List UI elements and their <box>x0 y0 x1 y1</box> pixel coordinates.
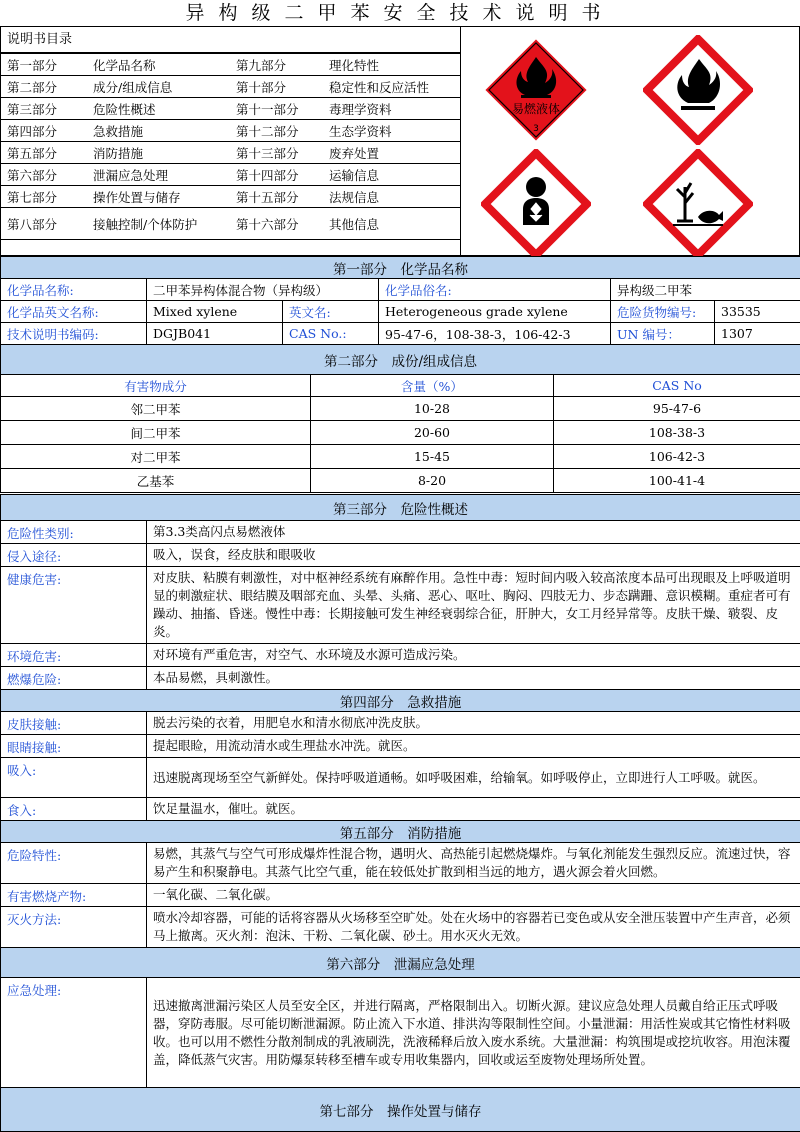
hazard-text: 对皮肤、粘膜有刺激性，对中枢神经系统有麻醉作用。急性中毒：短时间内吸入较高浓度本品可出现眼及上呼吸道明显的刺激症状、眼结膜及咽部充血、头晕、头痛、恶心、呕吐、胸闷、四肢无力、步态蹒跚、意识模糊。重症者可有躁动、抽搐、昏迷。慢性中毒：长期接触可发生神经衰弱综合征，肝肿大，女工月经异常等。皮肤干燥、皲裂、皮炎。 <box>147 567 800 644</box>
english-name-value: Mixed xylene <box>147 301 283 323</box>
hazard-row <box>1 544 800 567</box>
class-number: 3 <box>533 124 539 134</box>
toc-cell: 第十四部分 <box>230 164 323 186</box>
toc-cell: 第十三部分 <box>230 142 323 164</box>
tech-code-label: 技术说明书编码: <box>1 323 147 345</box>
composition-column-header: CAS No <box>554 375 800 397</box>
composition-cell: 8-20 <box>311 469 554 493</box>
fire-text: 一氧化碳、二氧化碳。 <box>147 884 800 907</box>
flame-ghs-icon <box>643 35 753 145</box>
composition-row <box>1 421 800 445</box>
hazard-text: 吸入，误食，经皮肤和眼吸收 <box>147 544 800 567</box>
details-table <box>0 494 800 1132</box>
dangerous-goods-value: 33535 <box>715 301 800 323</box>
toc-cell: 第八部分 <box>1 208 87 240</box>
composition-cell: 95-47-6 <box>554 397 800 421</box>
composition-column-header: 有害物成分 <box>1 375 311 397</box>
toc-cell: 第十五部分 <box>230 186 323 208</box>
english-name-label: 化学品英文名称: <box>1 301 147 323</box>
composition-cell: 15-45 <box>311 445 554 469</box>
environment-icon <box>643 149 753 259</box>
name-label: 化学品名称: <box>1 279 147 301</box>
composition-row <box>1 445 800 469</box>
toc-cell: 第十二部分 <box>230 120 323 142</box>
un-value: 1307 <box>715 323 800 345</box>
toc-cell: 废弃处置 <box>323 142 460 164</box>
toc-cell: 消防措施 <box>87 142 230 164</box>
toc-row <box>1 120 460 142</box>
part5-header: 第五部分 消防措施 <box>1 821 800 843</box>
document-title: 异构级二甲苯安全技术说明书 <box>0 0 800 26</box>
hazard-label: 危险性类别: <box>1 521 147 544</box>
fire-row <box>1 907 800 948</box>
pictogram-panel <box>460 26 800 256</box>
first-aid-row <box>1 798 800 821</box>
toc-row <box>1 76 460 98</box>
cas-label: CAS No.: <box>283 323 379 345</box>
english-label: 英文名: <box>283 301 379 323</box>
toc-cell: 第十部分 <box>230 76 323 98</box>
toc-row <box>1 164 460 186</box>
toc-cell: 运输信息 <box>323 164 460 186</box>
toc-cell: 第四部分 <box>1 120 87 142</box>
composition-cell: 乙基苯 <box>1 469 311 493</box>
toc-cell: 第二部分 <box>1 76 87 98</box>
composition-cell: 对二甲苯 <box>1 445 311 469</box>
first-aid-row <box>1 735 800 758</box>
part6-header: 第六部分 泄漏应急处理 <box>1 948 800 978</box>
hazard-row <box>1 644 800 667</box>
composition-row <box>1 469 800 493</box>
toc-cell: 第九部分 <box>230 54 323 76</box>
toc-cell: 化学品名称 <box>87 54 230 76</box>
toc-frame <box>0 26 460 256</box>
composition-cell: 间二甲苯 <box>1 421 311 445</box>
composition-table <box>0 374 800 493</box>
toc-cell: 第五部分 <box>1 142 87 164</box>
common-name-value: 异构级二甲苯 <box>611 279 800 301</box>
toc-cell: 其他信息 <box>323 208 460 240</box>
toc-cell: 理化特性 <box>323 54 460 76</box>
hazard-label: 燃爆危险: <box>1 667 147 690</box>
first-aid-label: 皮肤接触: <box>1 712 147 735</box>
hazard-row <box>1 667 800 690</box>
toc-cell: 危险性概述 <box>87 98 230 120</box>
composition-cell: 10-28 <box>311 397 554 421</box>
spill-text: 迅速撤离泄漏污染区人员至安全区，并进行隔离，严格限制出入。切断火源。建议应急处理人员戴自给正压式呼吸器，穿防毒服。尽可能切断泄漏源。防止流入下水道、排洪沟等限制性空间。小量泄漏：用活性炭或其它惰性材料吸收。也可以用不燃性分散剂制成的乳液刷洗，洗液稀释后放入废水系统。大量泄漏：构筑围堤或挖坑收容。用泡沫覆盖，降低蒸气灾害。用防爆泵转移至槽车或专用收集器内，回收或运至废物处理场所处置。 <box>147 978 800 1088</box>
part7-header: 第七部分 操作处置与储存 <box>1 1088 800 1132</box>
un-label: UN 编号： <box>611 323 715 345</box>
toc-cell: 泄漏应急处理 <box>87 164 230 186</box>
toc-cell: 第十六部分 <box>230 208 323 240</box>
fire-row <box>1 884 800 907</box>
fire-label: 有害燃烧产物: <box>1 884 147 907</box>
part4-header: 第四部分 急救措施 <box>1 690 800 712</box>
toc-cell: 接触控制/个体防护 <box>87 208 230 240</box>
first-aid-label: 眼睛接触: <box>1 735 147 758</box>
fire-text: 易燃，其蒸气与空气可形成爆炸性混合物，遇明火、高热能引起燃烧爆炸。与氧化剂能发生强烈反应。流速过快，容易产生和积聚静电。其蒸气比空气重，能在较低处扩散到相当远的地方，遇火源会着火回燃。 <box>147 843 800 884</box>
part2-header: 第二部分 成份/组成信息 <box>1 345 800 375</box>
composition-cell: 106-42-3 <box>554 445 800 469</box>
composition-header-row <box>1 375 800 397</box>
composition-cell: 邻二甲苯 <box>1 397 311 421</box>
hazard-row <box>1 567 800 644</box>
first-aid-row <box>1 758 800 798</box>
health-hazard-icon <box>481 149 591 259</box>
hazard-label: 环境危害: <box>1 644 147 667</box>
toc-cell: 第七部分 <box>1 186 87 208</box>
toc-cell: 操作处置与储存 <box>87 186 230 208</box>
fire-row <box>1 843 800 884</box>
toc-row <box>1 208 460 240</box>
hazard-text: 本品易燃，具刺激性。 <box>147 667 800 690</box>
name-value: 二甲苯异构体混合物（异构级） <box>147 279 379 301</box>
spill-row <box>1 978 800 1088</box>
toc-cell: 成分/组成信息 <box>87 76 230 98</box>
toc-row <box>1 54 460 76</box>
hazard-label: 健康危害: <box>1 567 147 644</box>
hazard-row <box>1 521 800 544</box>
flammable-liquid-label: 易燃液体 <box>512 101 560 116</box>
toc-cell: 急救措施 <box>87 120 230 142</box>
tech-code-value: DGJB041 <box>147 323 283 345</box>
fire-label: 危险特性: <box>1 843 147 884</box>
composition-row <box>1 397 800 421</box>
dangerous-goods-label: 危险货物编号: <box>611 301 715 323</box>
toc-row <box>1 186 460 208</box>
composition-cell: 100-41-4 <box>554 469 800 493</box>
toc-cell: 第六部分 <box>1 164 87 186</box>
composition-cell: 108-38-3 <box>554 421 800 445</box>
toc-cell: 稳定性和反应活性 <box>323 76 460 98</box>
hazard-text: 第3.3类高闪点易燃液体 <box>147 521 800 544</box>
first-aid-label: 吸入: <box>1 758 147 798</box>
toc-heading: 说明书目录 <box>1 27 460 53</box>
flame-diamond-icon <box>481 35 591 145</box>
common-name-label: 化学品俗名: <box>379 279 611 301</box>
toc-cell: 第十一部分 <box>230 98 323 120</box>
toc-row <box>1 98 460 120</box>
first-aid-row <box>1 712 800 735</box>
cas-value: 95-47-6，108-38-3，106-42-3 <box>379 323 611 345</box>
sds-main-table <box>0 256 800 375</box>
toc-cell: 法规信息 <box>323 186 460 208</box>
toc-cell: 毒理学资料 <box>323 98 460 120</box>
first-aid-label: 食入: <box>1 798 147 821</box>
part3-header: 第三部分 危险性概述 <box>1 495 800 521</box>
composition-column-header: 含量（%） <box>311 375 554 397</box>
first-aid-text: 脱去污染的衣着，用肥皂水和清水彻底冲洗皮肤。 <box>147 712 800 735</box>
english-name-detail: Heterogeneous grade xylene <box>379 301 611 323</box>
spill-label: 应急处理: <box>1 978 147 1088</box>
toc-cell: 第一部分 <box>1 54 87 76</box>
toc-row <box>1 142 460 164</box>
first-aid-text: 饮足量温水，催吐。就医。 <box>147 798 800 821</box>
fire-text: 喷水冷却容器，可能的话将容器从火场移至空旷处。处在火场中的容器若已变色或从安全泄压装置中产生声音，必须马上撤离。灭火剂：泡沫、干粉、二氧化碳、砂土。用水灭火无效。 <box>147 907 800 948</box>
composition-cell: 20-60 <box>311 421 554 445</box>
toc-cell: 第三部分 <box>1 98 87 120</box>
fire-label: 灭火方法: <box>1 907 147 948</box>
part1-header: 第一部分 化学品名称 <box>1 257 800 279</box>
first-aid-text: 迅速脱离现场至空气新鲜处。保持呼吸道通畅。如呼吸困难，给输氧。如呼吸停止，立即进行人工呼吸。就医。 <box>147 758 800 798</box>
hazard-text: 对环境有严重危害，对空气、水环境及水源可造成污染。 <box>147 644 800 667</box>
toc-cell: 生态学资料 <box>323 120 460 142</box>
hazard-label: 侵入途径: <box>1 544 147 567</box>
toc-table <box>1 53 460 240</box>
first-aid-text: 提起眼睑，用流动清水或生理盐水冲洗。就医。 <box>147 735 800 758</box>
